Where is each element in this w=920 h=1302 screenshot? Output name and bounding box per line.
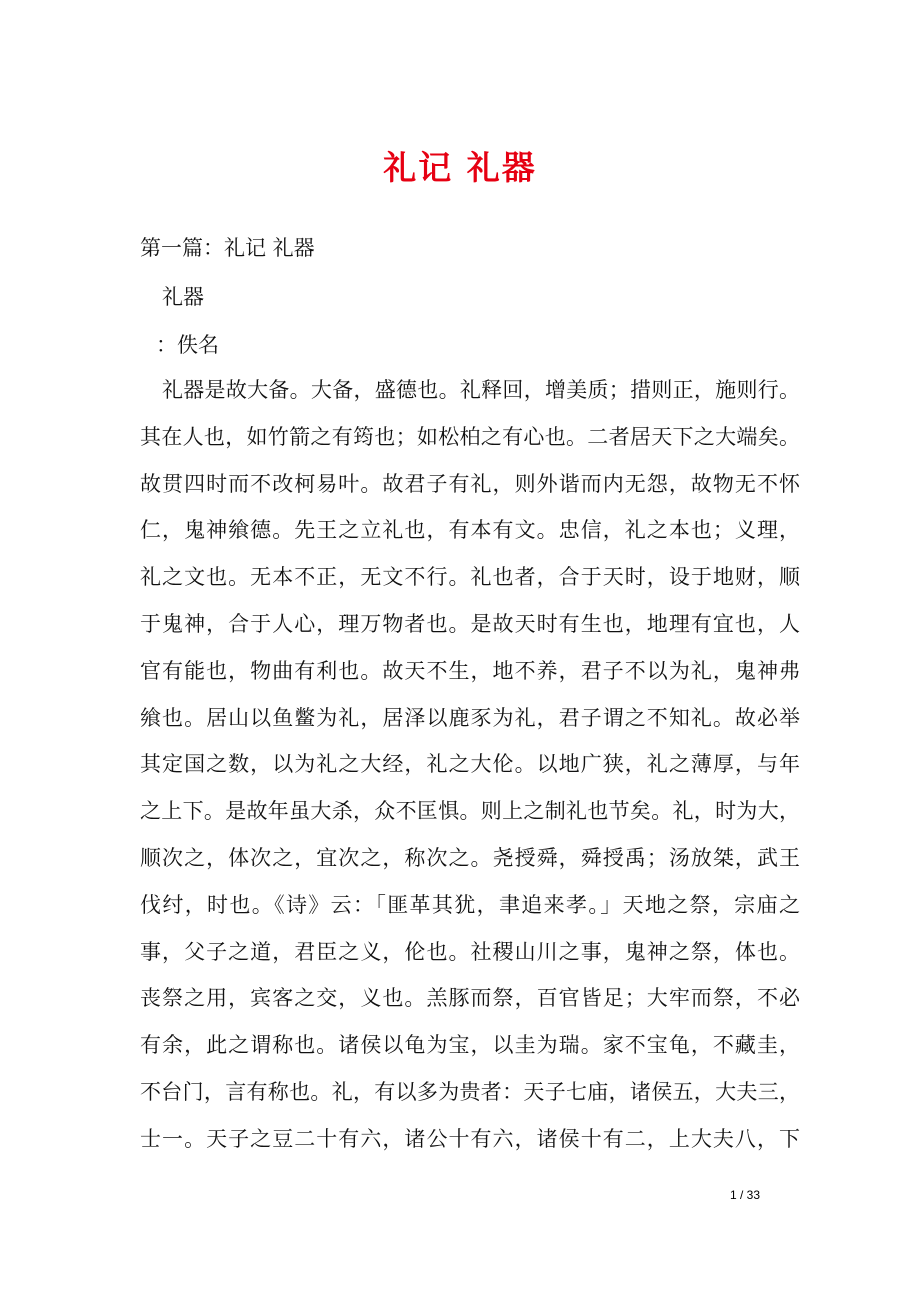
body-line: 伐纣，时也。《诗》云：「匪革其犹，聿追来孝。」天地之祭，宗庙之 — [140, 892, 800, 917]
body-line: 不台门，言有称也。礼，有以多为贵者：天子七庙，诸侯五，大夫三， — [140, 1079, 800, 1104]
body-line: 有余，此之谓称也。诸侯以龟为宝，以圭为瑞。家不宝龟，不藏圭， — [140, 1033, 800, 1058]
body-line: 礼之文也。无本不正，无文不行。礼也者，合于天时，设于地财，顺 — [140, 565, 800, 590]
body-line: 故贯四时而不改柯易叶。故君子有礼，则外谐而内无怨，故物无不怀 — [140, 471, 800, 496]
body-line: 官有能也，物曲有利也。故天不生，地不养，君子不以为礼，鬼神弗 — [140, 658, 800, 683]
body-text — [140, 375, 800, 1171]
section-heading: 第一篇：礼记 礼器 — [140, 236, 315, 260]
body-line: 礼器是故大备。大备，盛德也。礼释回，增美质；措则正，施则行。 — [162, 378, 800, 402]
body-line: 顺次之，体次之，宜次之，称次之。尧授舜，舜授禹；汤放桀，武王 — [140, 845, 800, 870]
body-line: 事，父子之道，君臣之义，伦也。社稷山川之事，鬼神之祭，体也。 — [140, 939, 800, 964]
body-line: 于鬼神，合于人心，理万物者也。是故天时有生也，地理有宜也，人 — [140, 611, 800, 636]
author-line: ：佚名 — [156, 333, 219, 357]
body-line: 其定国之数，以为礼之大经，礼之大伦。以地广狭，礼之薄厚，与年 — [140, 752, 800, 777]
body-line: 士一。天子之豆二十有六，诸公十有六，诸侯十有二，上大夫八，下 — [140, 1126, 800, 1151]
body-line: 仁，鬼神飨德。先王之立礼也，有本有文。忠信，礼之本也；义理， — [140, 518, 800, 543]
section-subtitle: 礼器 — [162, 285, 204, 309]
document-title: 礼记 礼器 — [383, 148, 537, 187]
body-line: 飨也。居山以鱼鳖为礼，居泽以鹿豕为礼，君子谓之不知礼。故必举 — [140, 705, 800, 730]
body-line: 之上下。是故年虽大杀，众不匡惧。则上之制礼也节矣。礼，时为大， — [140, 799, 800, 824]
body-line: 丧祭之用，宾客之交，义也。羔豚而祭，百官皆足；大牢而祭，不必 — [140, 986, 800, 1011]
page-number: 1 / 33 — [730, 1188, 761, 1202]
body-line: 其在人也，如竹箭之有筠也；如松柏之有心也。二者居天下之大端矣。 — [140, 424, 800, 449]
